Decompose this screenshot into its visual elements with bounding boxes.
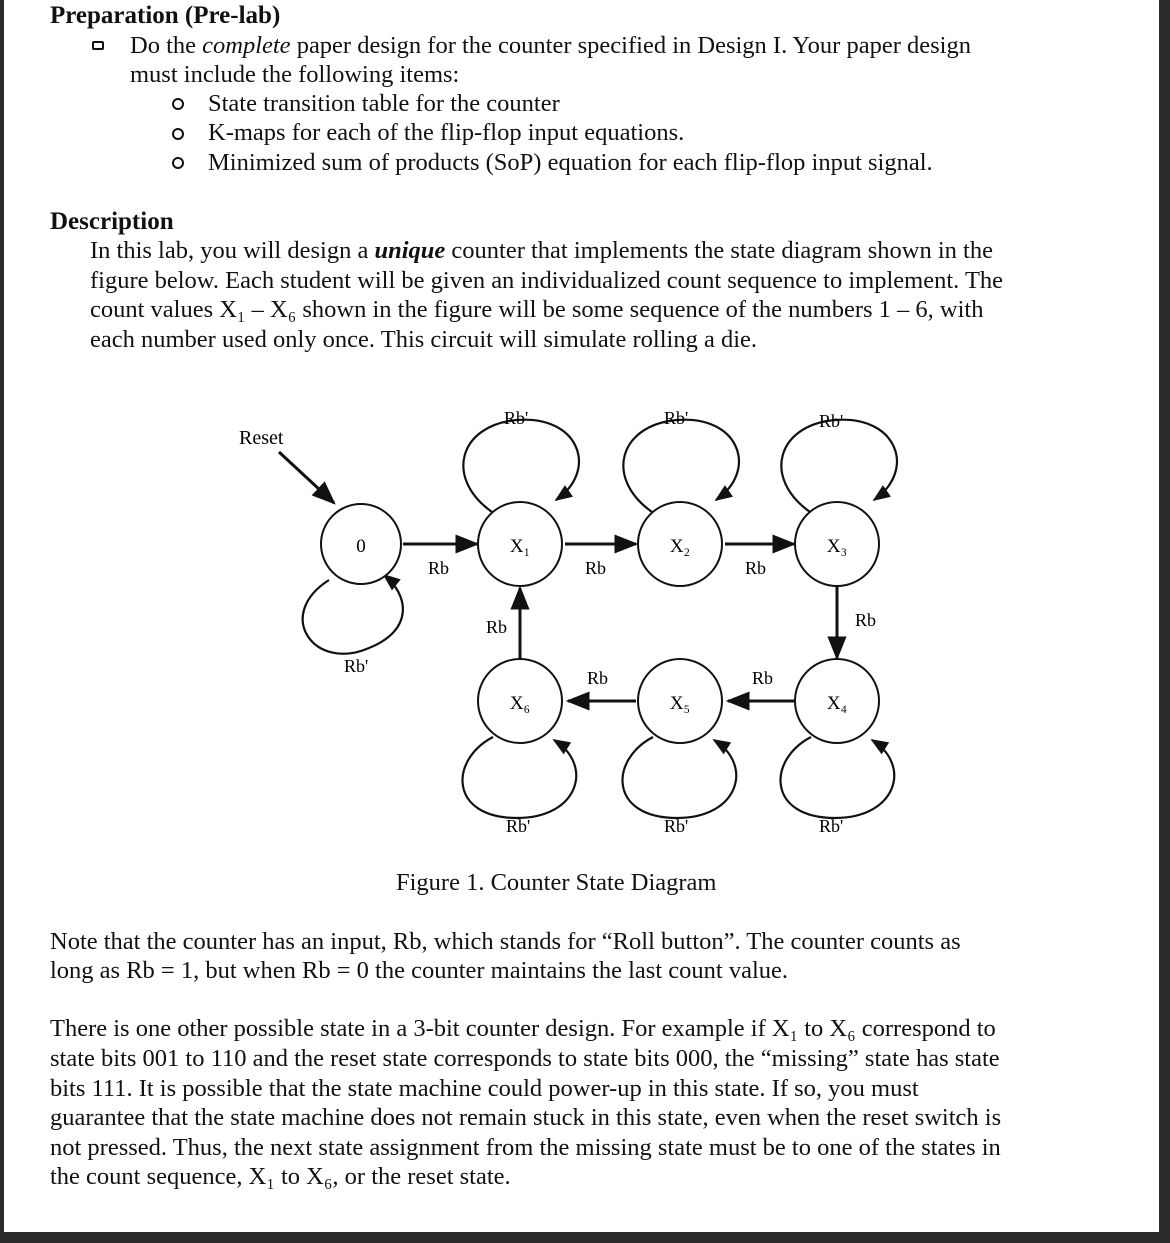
state-x3 bbox=[795, 502, 879, 586]
state-label: X₁ bbox=[509, 536, 531, 557]
transition-label: Rb bbox=[855, 610, 877, 630]
self-loop-x6 bbox=[463, 737, 577, 818]
self-loop-label: Rb' bbox=[819, 411, 844, 431]
transition-label: Rb bbox=[486, 617, 508, 637]
description-heading: Description bbox=[50, 208, 174, 235]
missing-line: guarantee that the state machine does not remain stuck in this state, even when the reset switch is bbox=[50, 1104, 1002, 1131]
figure-caption: Figure 1. Counter State Diagram bbox=[396, 869, 717, 896]
state-x2 bbox=[638, 502, 722, 586]
prelab-item-line1: Do the complete paper design for the counter specified in Design I. Your paper design bbox=[130, 32, 971, 59]
reset-arrow bbox=[279, 452, 334, 503]
prelab-subitem: Minimized sum of products (SoP) equation for each flip-flop input signal. bbox=[208, 149, 933, 176]
self-loop-label: Rb' bbox=[819, 816, 844, 836]
reset-label: Reset bbox=[239, 427, 284, 449]
state-x5 bbox=[638, 659, 722, 743]
state-label: X₃ bbox=[826, 536, 848, 557]
description-line: figure below. Each student will be given an individualized count sequence to implement. The bbox=[90, 267, 1004, 294]
missing-line: not pressed. Thus, the next state assignment from the missing state must be to one of the states in bbox=[50, 1134, 1001, 1161]
document-page bbox=[4, 0, 1159, 1232]
prelab-subitem: K-maps for each of the flip-flop input equations. bbox=[208, 119, 685, 146]
self-loop-x4 bbox=[781, 737, 895, 818]
transition-label: Rb bbox=[585, 558, 607, 578]
transition-label: Rb bbox=[752, 668, 774, 688]
self-loop-x1 bbox=[463, 420, 579, 512]
state-label: 0 bbox=[356, 536, 366, 557]
missing-line: the count sequence, X₁ to X₆, or the reset state. bbox=[50, 1163, 511, 1190]
missing-line: There is one other possible state in a 3-bit counter design. For example if X₁ to X₆ correspond to bbox=[50, 1015, 996, 1042]
state-label: X₆ bbox=[509, 693, 531, 714]
missing-line: bits 111. It is possible that the state machine could power-up in this state. If so, you must bbox=[50, 1075, 919, 1102]
state-diagram bbox=[4, 0, 1159, 880]
transition-label: Rb bbox=[428, 558, 450, 578]
self-loop-x5 bbox=[623, 737, 737, 818]
description-line: each number used only once. This circuit will simulate rolling a die. bbox=[90, 326, 758, 353]
self-loop-label: Rb' bbox=[504, 408, 529, 428]
self-loop-x3 bbox=[781, 420, 897, 512]
transition-label: Rb bbox=[745, 558, 767, 578]
self-loop-label: Rb' bbox=[664, 816, 689, 836]
missing-line: state bits 001 to 110 and the reset state corresponds to state bits 000, the “missing” state has state bbox=[50, 1045, 1000, 1072]
prelab-heading: Preparation (Pre-lab) bbox=[50, 2, 281, 29]
note-line: long as Rb = 1, but when Rb = 0 the counter maintains the last count value. bbox=[50, 957, 789, 984]
self-loop-0 bbox=[303, 575, 403, 654]
description-line: In this lab, you will design a unique counter that implements the state diagram shown in the bbox=[90, 237, 993, 264]
self-loop-x2 bbox=[623, 420, 739, 512]
state-x1 bbox=[478, 502, 562, 586]
transition-label: Rb bbox=[587, 668, 609, 688]
prelab-item-line2: must include the following items: bbox=[130, 61, 460, 88]
self-loop-label: Rb' bbox=[506, 816, 531, 836]
state-x4 bbox=[795, 659, 879, 743]
self-loop-label: Rb' bbox=[344, 656, 369, 676]
state-x6 bbox=[478, 659, 562, 743]
prelab-subitem: State transition table for the counter bbox=[208, 90, 560, 117]
state-label: X₄ bbox=[826, 693, 848, 714]
note-line: Note that the counter has an input, Rb, which stands for “Roll button”. The counter counts as bbox=[50, 928, 961, 955]
description-line: count values X₁ – X₆ shown in the figure will be some sequence of the numbers 1 – 6, with bbox=[90, 296, 984, 323]
state-label: X₂ bbox=[669, 536, 691, 557]
self-loop-label: Rb' bbox=[664, 408, 689, 428]
state-0 bbox=[321, 504, 401, 584]
state-label: X₅ bbox=[669, 693, 691, 714]
